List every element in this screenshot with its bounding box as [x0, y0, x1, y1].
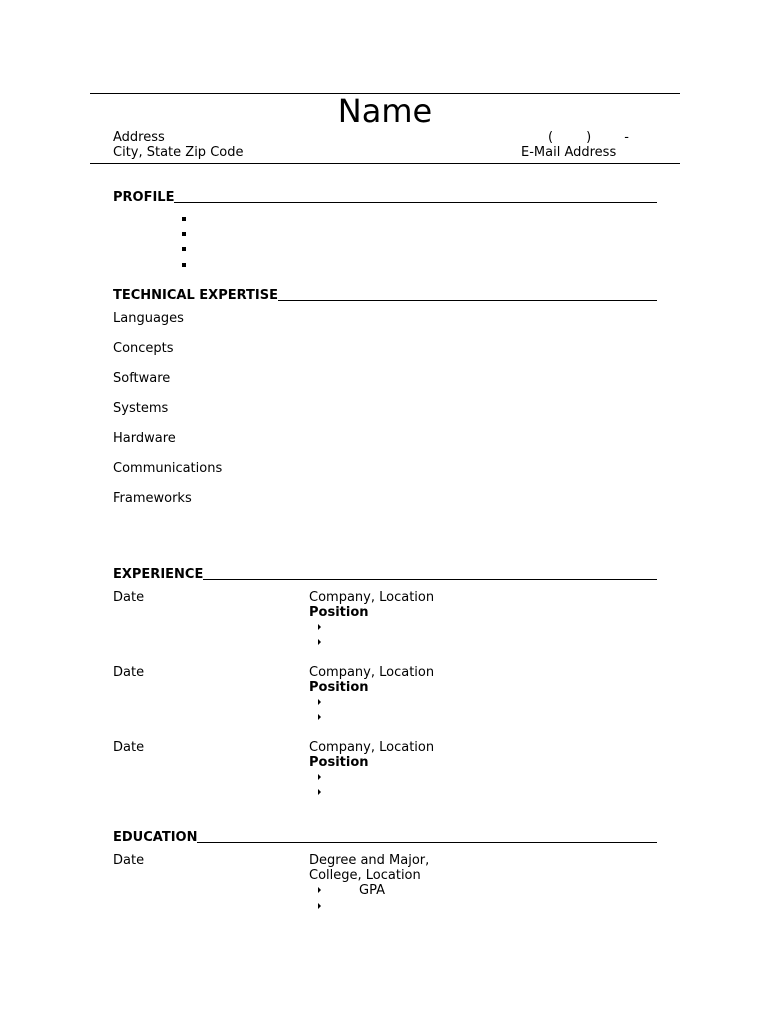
expertise-communications: Communications: [113, 461, 223, 476]
profile-bullet: [182, 232, 186, 236]
technical-expertise-heading-rule: [278, 300, 657, 301]
expertise-systems: Systems: [113, 401, 169, 416]
experience-date: Date: [113, 590, 145, 605]
education-bullet: [318, 903, 321, 909]
technical-expertise-heading-text: TECHNICAL EXPERTISE: [113, 288, 278, 303]
phone-number: ( ) -: [548, 130, 629, 145]
expertise-languages: Languages: [113, 311, 184, 326]
experience-heading-text: EXPERIENCE: [113, 567, 204, 582]
experience-bullet: [318, 699, 321, 705]
education-degree: Degree and Major,: [309, 853, 430, 868]
experience-company: Company, Location: [309, 740, 435, 755]
expertise-concepts: Concepts: [113, 341, 174, 356]
education-bullet: [318, 887, 321, 893]
expertise-frameworks: Frameworks: [113, 491, 192, 506]
education-heading-rule: [197, 842, 657, 843]
experience-bullet: [318, 624, 321, 630]
education-heading-text: EDUCATION: [113, 830, 198, 845]
profile-heading: [113, 190, 657, 205]
email-address: E-Mail Address: [521, 145, 617, 160]
expertise-software: Software: [113, 371, 171, 386]
profile-bullet: [182, 247, 186, 251]
experience-bullet: [318, 639, 321, 645]
header-bottom-rule: [90, 163, 680, 164]
experience-company: Company, Location: [309, 590, 435, 605]
experience-position: Position: [309, 680, 369, 695]
resume-name: Name: [337, 92, 433, 130]
experience-position: Position: [309, 755, 369, 770]
experience-heading-rule: [203, 579, 657, 580]
profile-heading-rule: [174, 202, 657, 203]
profile-bullet: [182, 217, 186, 221]
experience-heading: [113, 567, 657, 582]
profile-bullet: [182, 263, 186, 267]
experience-date: Date: [113, 665, 145, 680]
experience-position: Position: [309, 605, 369, 620]
experience-date: Date: [113, 740, 145, 755]
experience-bullet: [318, 714, 321, 720]
city-state-zip: City, State Zip Code: [113, 145, 244, 160]
profile-heading-text: PROFILE: [113, 190, 175, 205]
education-gpa: GPA: [359, 883, 385, 898]
education-date: Date: [113, 853, 145, 868]
experience-bullet: [318, 789, 321, 795]
experience-company: Company, Location: [309, 665, 435, 680]
expertise-hardware: Hardware: [113, 431, 176, 446]
technical-expertise-heading: [113, 288, 657, 303]
experience-bullet: [318, 774, 321, 780]
education-heading: [113, 830, 657, 845]
address-line: Address: [113, 130, 165, 145]
education-college: College, Location: [309, 868, 421, 883]
